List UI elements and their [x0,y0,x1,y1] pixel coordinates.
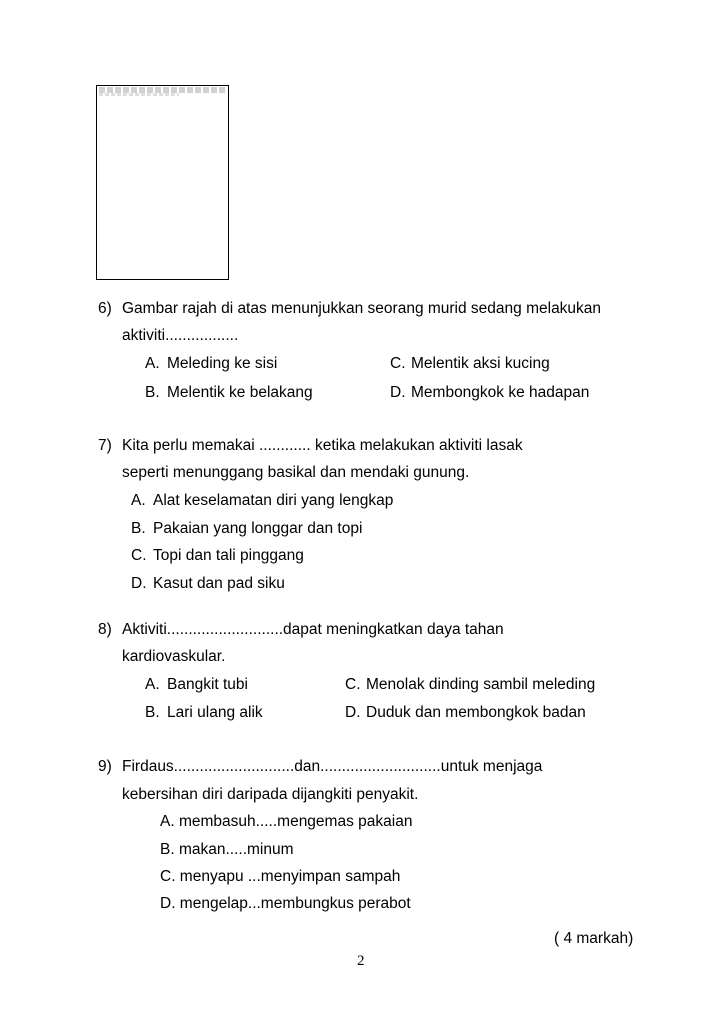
option-c: Topi dan tali pinggang [153,547,304,564]
question-number: 8) [98,621,112,638]
option-letter: C. [131,547,147,564]
figure-image-placeholder [96,85,229,280]
option-b: B. makan.....minum [160,841,294,858]
option-letter: D. [390,384,406,401]
question-text-line-1: Firdaus............................dan............................untuk menjaga [122,758,543,775]
option-d: Duduk dan membongkok badan [366,704,586,721]
option-letter: B. [131,520,146,537]
option-a: Meleding ke sisi [167,355,278,372]
option-letter: A. [145,355,160,372]
option-c: C. menyapu ...menyimpan sampah [160,868,401,885]
option-letter: A. [145,676,160,693]
option-letter: A. [131,492,146,509]
option-letter: B. [145,384,160,401]
option-d: Membongkok ke hadapan [411,384,590,401]
figure-caption-text-line2 [99,93,179,96]
option-letter: D. [345,704,361,721]
question-text-line-1: Aktiviti...........................dapat meningkatkan daya tahan [122,621,504,638]
question-text-line-2: kebersihan diri daripada dijangkiti penyakit. [122,786,419,803]
option-d: D. mengelap...membungkus perabot [160,895,411,912]
option-c: Menolak dinding sambil meleding [366,676,596,693]
option-letter: C. [345,676,361,693]
question-number: 9) [98,758,112,775]
question-number: 7) [98,437,112,454]
page-number: 2 [357,953,365,969]
question-text-line-1: Kita perlu memakai ............ ketika melakukan aktiviti lasak [122,437,523,454]
option-a: A. membasuh.....mengemas pakaian [160,813,413,830]
option-b: Pakaian yang longgar dan topi [153,520,363,537]
option-letter: B. [145,704,160,721]
question-text-line-1: Gambar rajah di atas menunjukkan seorang murid sedang melakukan [122,300,602,317]
option-a: Alat keselamatan diri yang lengkap [153,492,394,509]
option-a: Bangkit tubi [167,676,248,693]
option-letter: C. [390,355,406,372]
marks-label: ( 4 markah) [554,930,634,947]
question-text-line-2: kardiovaskular. [122,648,226,665]
option-b: Lari ulang alik [167,704,263,721]
question-text-line-2: seperti menunggang basikal dan mendaki gunung. [122,464,470,481]
option-b: Melentik ke belakang [167,384,313,401]
question-number: 6) [98,300,112,317]
option-letter: D. [131,575,147,592]
option-d: Kasut dan pad siku [153,575,285,592]
option-c: Melentik aksi kucing [411,355,550,372]
question-text-line-2: aktiviti................. [122,327,239,344]
